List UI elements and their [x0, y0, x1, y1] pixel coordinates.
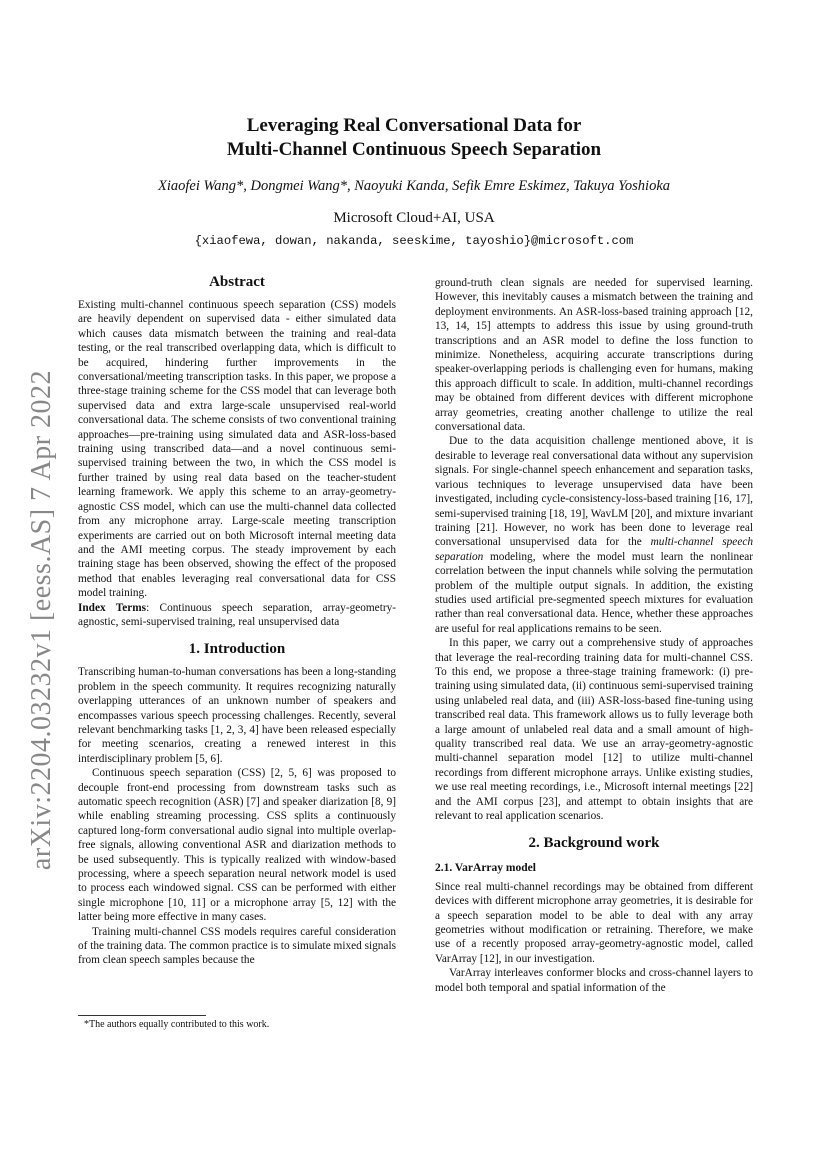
right-paragraph-2 [435, 434, 753, 636]
background-paragraph-1: Since real multi-channel recordings may be obtained from different devices with different microphone array geometries, it is desirable for a speech separation model to be able to deal with any array geometries without modification or retraining. Therefore, we make use of a recently proposed array-geometry-agnostic model, called VarArray [12], in our investigation. [435, 880, 753, 965]
arxiv-identifier [22, 360, 62, 880]
title-line-2: Multi-Channel Continuous Speech Separation [226, 139, 602, 160]
arxiv-id-text: arXiv:2204.03232v1 [eess.AS] 7 Apr 2022 [26, 369, 57, 871]
index-terms-text: : Continuous speech separation, array-geometry-agnostic, semi-supervised training, real unsupervised data [78, 601, 397, 628]
introduction-heading: 1. Introduction [188, 641, 286, 658]
index-terms-label: Index Terms [78, 601, 147, 614]
affiliation: Microsoft Cloud+AI, USA [333, 210, 495, 226]
author-list: Xiaofei Wang*, Dongmei Wang*, Naoyuki Kanda, Sefik Emre Eskimez, Takuya Yoshioka [157, 178, 671, 194]
intro-paragraph-2: Continuous speech separation (CSS) [2, 5, 6] was proposed to decouple front-end processing from downstream tasks such as automatic speech recognition (ASR) [7] and speaker diarization [8, 9] while enabling streaming processing. CSS splits a continuously captured long-form conversational audio signal into multiple overlap-free signals, allowing conventional ASR and diarization methods to be used subsequently. This is typically realized with window-based processing, where a speech separation neural network model is used to process each windowed signal. CSS can be performed with either single microphone [10, 11] or a microphone array [5, 12] with the latter being more effective in many cases. [78, 767, 396, 924]
intro-paragraph-1: Transcribing human-to-human conversations has been a long-standing problem in the speech community. It requires recognizing naturally overlapping utterances of an unknown number of speakers and encompasses various speech processing challenges. Recently, several relevant benchmarking tasks [1, 2, 3, 4] have been released especially for meeting scenarios, creating a renewed interest in this interdisciplinary problem [5, 6]. [78, 666, 396, 765]
abstract-text: Existing multi-channel continuous speech separation (CSS) models are heavily dependent on supervised data - either simulated data which causes data mismatch between the training and real-data testing, or the real transcribed overlapping data, which is difficult to be acquired, hindering further improvements in the conversational/meeting transcription tasks. In this paper, we propose a three-stage training scheme for the CSS model that can leverage both supervised data and extra large-scale unsupervised real-world conversational data. The scheme consists of two conventional training approaches—pre-training using simulated data and ASR-loss-based training using transcribed data—and a novel continuous semi-supervised training between the two, in which the CSS model is further trained by using real data based on the teacher-student learning framework. We apply this scheme to an array-geometry-agnostic CSS model, which can use the multi-channel data collected from any microphone array. Large-scale meeting transcription experiments are carried out on both Microsoft internal meeting data and the AMI meeting corpus. The steady improvement by each training stage has been observed, showing the effect of the proposed method that enables leveraging real conversational data for CSS model training. [78, 299, 396, 600]
right-p2-part-b: modeling, where the model must learn the nonlinear correlation between the input channels while solving the permutation problem of the multiple output signals. In addition, the existing studies used artificial pre-segmented speech mixtures for evaluation rather than real conversational data. Hence, whether these approaches are useful for real applications remains to be seen. [435, 550, 753, 635]
right-column [435, 276, 753, 995]
right-p2-emphasis: multi-channel speech separation [435, 536, 753, 563]
index-terms [78, 601, 396, 630]
right-paragraph-3: In this paper, we carry out a comprehensive study of approaches that leverage the real-recording training data for multi-channel CSS. To this end, we propose a three-stage training framework: (i) pre-training using simulated data, (ii) continuous semi-supervised training using unlabeled real data, and (iii) ASR-loss-based fine-tuning using transcribed real data. This framework allows us to fully leverage both a large amount of unlabeled real data and a small amount of high-quality transcribed real data. We use an array-geometry-agnostic multi-channel separation model [12] to utilize multi-channel recordings from different microphone arrays. Unlike existing studies, we use real meeting recordings, i.e., Microsoft internal meetings [22] and the AMI corpus [23], and attempt to obtain insights that are relevant to real application scenarios. [435, 637, 753, 823]
vararray-subheading: 2.1. VarArray model [435, 862, 536, 875]
right-paragraph-1: ground-truth clean signals are needed for supervised learning. However, this inevitably causes a mismatch between the training and deployment environments. An ASR-loss-based training approach [12, 13, 14, 15] attempts to address this issue by using ground-truth transcriptions and an ASR model to define the loss function to minimize. Nonetheless, acquiring accurate transcriptions during speaker-overlapping periods is challenging even for humans, making this approach difficult to scale. In addition, multi-channel recordings may be obtained from different devices with different microphone array geometries, creating another challenge to utilize the real conversational data. [435, 277, 753, 434]
intro-paragraph-3: Training multi-channel CSS models requires careful consideration of the training data. The common practice is to simulate mixed signals from clean speech samples because the [78, 925, 396, 967]
left-column [78, 272, 396, 968]
title-line-1: Leveraging Real Conversational Data for [246, 115, 582, 136]
author-emails: {xiaofewa, dowan, nakanda, seeskime, tayoshio}@microsoft.com [194, 234, 634, 248]
background-paragraph-2: VarArray interleaves conformer blocks and cross-channel layers to model both temporal and spatial information of the [435, 967, 753, 994]
abstract-heading: Abstract [209, 274, 265, 290]
background-heading: 2. Background work [528, 835, 660, 852]
footnote-divider [78, 1015, 206, 1016]
footnote: *The authors equally contributed to this work. [84, 1019, 270, 1030]
right-p2-part-a: Due to the data acquisition challenge mentioned above, it is desirable to leverage real conversational data without any supervision signals. For single-channel speech enhancement and separation tasks, various techniques to leverage unsupervised data have been investigated, including cycle-consistency-loss-based training [16, 17], semi-supervised training [18, 19], WavLM [20], and mixture invariant training [21]. However, no work has been done to leverage real conversational unsupervised data for the [435, 435, 753, 549]
paper-title [0, 114, 828, 162]
